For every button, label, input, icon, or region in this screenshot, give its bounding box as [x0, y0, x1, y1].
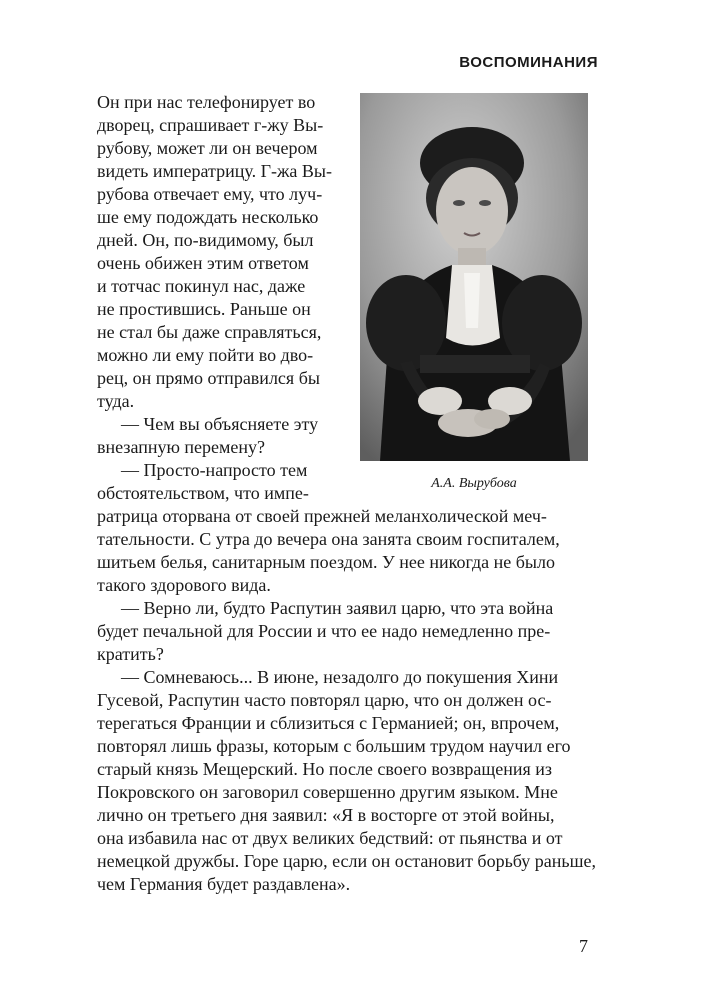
text-line: Покровского он заговорил совершенно другим языком. Мне [97, 782, 558, 802]
portrait-photo [360, 93, 588, 461]
text-line: Гусевой, Распутин часто повторял царю, что он должен ос- [97, 690, 552, 710]
text-line: тательности. С утра до вечера она занята своим госпиталем, [97, 529, 560, 549]
text-line: внезапную перемену? [97, 437, 266, 457]
text-line: можно ли ему пойти во дво- [97, 345, 314, 365]
text-line: рец, он прямо отправился бы [97, 368, 320, 388]
portrait-illustration [360, 93, 588, 461]
text-line: дворец, спрашивает г-жу Вы- [97, 115, 324, 135]
photo-caption: А.А. Вырубова [431, 476, 517, 491]
text-line: дней. Он, по-видимому, был [97, 230, 314, 250]
text-line: лично он третьего дня заявил: «Я в восторге от этой войны, [97, 805, 555, 825]
text-line: она избавила нас от двух великих бедствий: от пьянства и от [97, 828, 563, 848]
text-line: очень обижен этим ответом [97, 253, 309, 273]
text-line: туда. [97, 391, 135, 411]
text-line: кратить? [97, 644, 164, 664]
text-line: и тотчас покинул нас, даже [97, 276, 306, 296]
running-header: ВОСПОМИНАНИЯ [459, 54, 598, 71]
text-line: — Просто-напросто тем [121, 460, 308, 480]
text-line: Он при нас телефонирует во [97, 92, 316, 112]
text-line: шитьем белья, санитарным поездом. У нее никогда не было [97, 552, 555, 572]
page-number: 7 [579, 936, 588, 956]
text-line: видеть императрицу. Г-жа Вы- [97, 161, 332, 181]
text-line: рубову, может ли он вечером [97, 138, 318, 158]
text-line: обстоятельством, что импе- [97, 483, 309, 503]
text-line: повторял лишь фразы, которым с большим трудом научил его [97, 736, 571, 756]
text-line: рубова отвечает ему, что луч- [97, 184, 323, 204]
text-line: терегаться Франции и сблизиться с Германией; он, впрочем, [97, 713, 560, 733]
text-line: не простившись. Раньше он [97, 299, 311, 319]
text-line: ше ему подождать несколько [97, 207, 319, 227]
text-line: — Чем вы объясняете эту [121, 414, 319, 434]
text-line: чем Германия будет раздавлена». [97, 874, 351, 894]
text-line: старый князь Мещерский. Но после своего возвращения из [97, 759, 553, 779]
text-line: не стал бы даже справляться, [97, 322, 322, 342]
text-line: ратрица оторвана от своей прежней меланхолической меч- [97, 506, 547, 526]
text-line: — Верно ли, будто Распутин заявил царю, что эта война [121, 598, 554, 618]
text-line: — Сомневаюсь... В июне, незадолго до покушения Хини [121, 667, 559, 687]
text-line: такого здорового вида. [97, 575, 271, 595]
text-line: немецкой дружбы. Горе царю, если он остановит борьбу раньше, [97, 851, 596, 871]
text-line: будет печальной для России и что ее надо немедленно пре- [97, 621, 551, 641]
